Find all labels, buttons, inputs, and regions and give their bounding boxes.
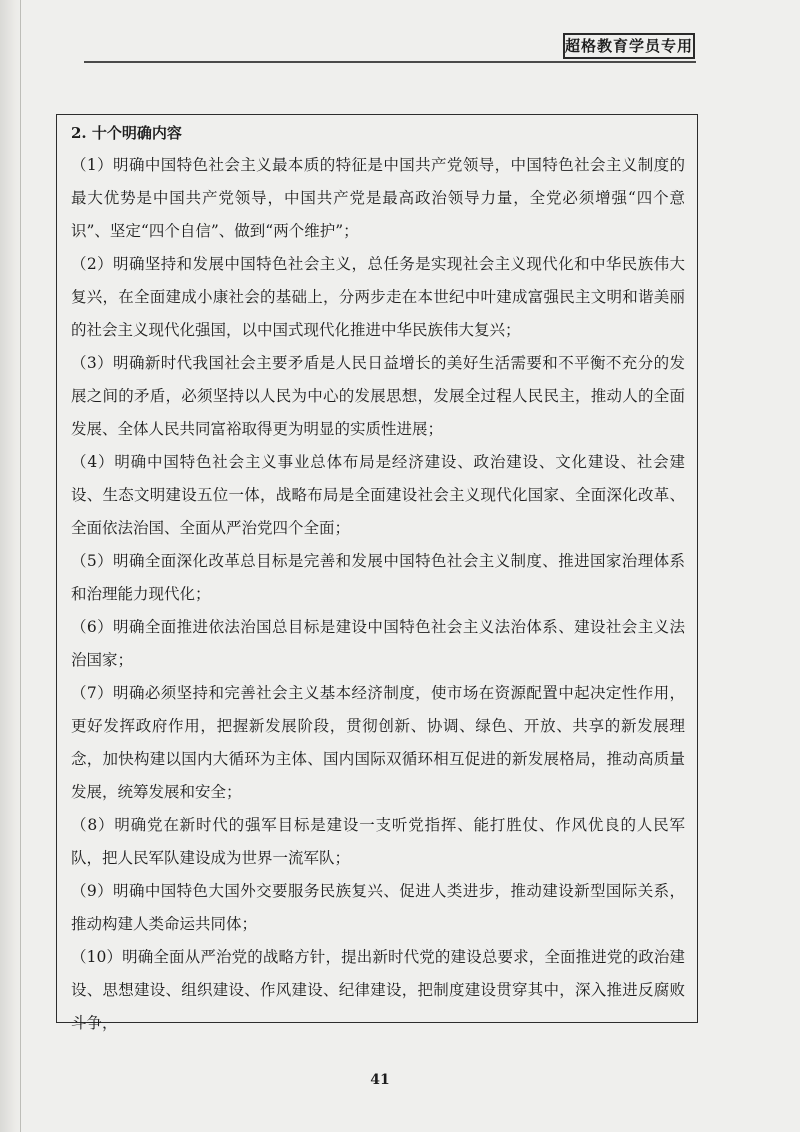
list-item: （6）明确全面推进依法治国总目标是建设中国特色社会主义法治体系、建设社会主义法治国家； <box>71 618 685 669</box>
list-item: （8）明确党在新时代的强军目标是建设一支听党指挥、能打胜仗、作风优良的人民军队，把人民军队建设成为世界一流军队； <box>71 816 685 867</box>
list-item: （3）明确新时代我国社会主要矛盾是人民日益增长的美好生活需要和不平衡不充分的发展之间的矛盾，必须坚持以人民为中心的发展思想，发展全过程人民民主，推动人的全面发展、全体人民共同富裕取得更为明显的实质性进展； <box>71 354 685 438</box>
item-list <box>71 149 685 1040</box>
list-item: （10）明确全面从严治党的战略方针，提出新时代党的建设总要求，全面推进党的政治建设、思想建设、组织建设、作风建设、纪律建设，把制度建设贯穿其中，深入推进反腐败斗争， <box>71 948 685 1032</box>
header-badge: 超格教育学员专用 <box>563 33 695 59</box>
section-heading: 2. 十个明确内容 <box>71 124 182 142</box>
page-spine-line <box>20 0 21 1132</box>
list-item: （1）明确中国特色社会主义最本质的特征是中国共产党领导，中国特色社会主义制度的最大优势是中国共产党领导，中国共产党是最高政治领导力量，全党必须增强“四个意识”、坚定“四个自信”、做到“两个维护”； <box>71 156 685 240</box>
list-item: （2）明确坚持和发展中国特色社会主义，总任务是实现社会主义现代化和中华民族伟大复兴，在全面建成小康社会的基础上，分两步走在本世纪中叶建成富强民主文明和谐美丽的社会主义现代化强国，以中国式现代化推进中华民族伟大复兴； <box>71 255 685 339</box>
content-box <box>56 114 698 1032</box>
page-number: 41 <box>370 1072 390 1088</box>
list-item: （4）明确中国特色社会主义事业总体布局是经济建设、政治建设、文化建设、社会建设、生态文明建设五位一体，战略布局是全面建设社会主义现代化国家、全面深化改革、全面依法治国、全面从严治党四个全面； <box>71 453 685 537</box>
page-spine-shadow <box>0 0 22 1132</box>
list-item: （9）明确中国特色大国外交要服务民族复兴、促进人类进步，推动建设新型国际关系，推动构建人类命运共同体； <box>71 882 685 933</box>
header-rule <box>84 61 696 63</box>
list-item: （7）明确必须坚持和完善社会主义基本经济制度，使市场在资源配置中起决定性作用，更好发挥政府作用，把握新发展阶段，贯彻创新、协调、绿色、开放、共享的新发展理念，加快构建以国内大循环为主体、国内国际双循环相互促进的新发展格局，推动高质量发展，统筹发展和安全； <box>71 684 685 801</box>
list-item: （5）明确全面深化改革总目标是完善和发展中国特色社会主义制度、推进国家治理体系和治理能力现代化； <box>71 552 685 603</box>
